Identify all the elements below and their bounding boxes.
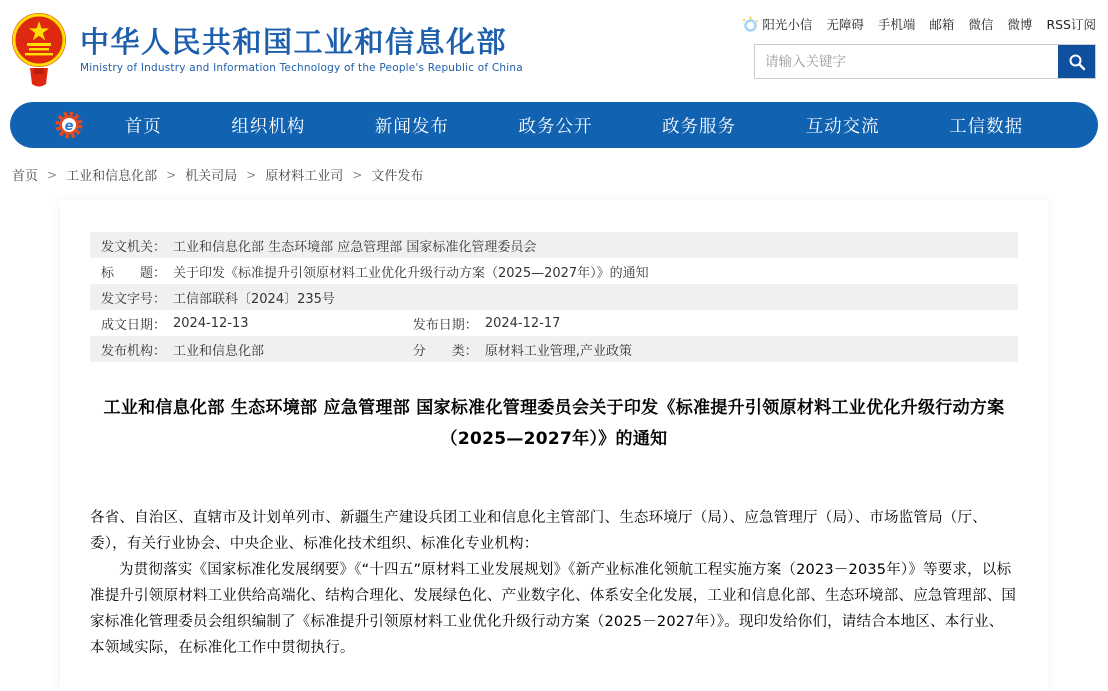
meta-row (90, 336, 1018, 362)
nav-items (90, 113, 1058, 138)
document-title: 工业和信息化部 生态环境部 应急管理部 国家标准化管理委员会关于印发《标准提升引领原材料工业优化升级行动方案（2025—2027年）》的通知 (103, 398, 1005, 449)
site-subtitle: Ministry of Industry and Information Technology of the People's Republic of China (80, 61, 523, 74)
breadcrumb-item-3[interactable]: 原材料工业司 (265, 169, 344, 184)
nav-item-6[interactable]: 工信数据 (949, 116, 1024, 137)
meta-cell (90, 262, 1018, 281)
nav-item-3[interactable]: 政务公开 (518, 116, 593, 137)
top-link-1[interactable] (826, 15, 864, 33)
meta-value: 工业和信息化部 (173, 343, 265, 359)
nav-item-2[interactable]: 新闻发布 (374, 116, 449, 137)
meta-cell (402, 314, 1018, 333)
search-button[interactable] (1058, 45, 1095, 78)
nav-item-4[interactable]: 政务服务 (662, 116, 737, 137)
meta-row (90, 284, 1018, 310)
miit-gear-logo-icon[interactable] (54, 110, 84, 140)
top-link-label: 微博 (1007, 17, 1033, 32)
meta-cell (90, 288, 1018, 307)
meta-label: 发文机关： (101, 239, 167, 255)
top-link-6[interactable] (1046, 15, 1096, 33)
meta-value: 关于印发《标准提升引领原材料工业优化升级行动方案（2025—2027年）》的通知 (173, 265, 649, 281)
top-link-label: 邮箱 (929, 17, 955, 32)
search-input[interactable] (755, 45, 1058, 78)
site-logo-block[interactable] (10, 10, 523, 88)
site-title-block (80, 25, 523, 74)
search-icon (1068, 53, 1086, 71)
nav-item-1[interactable]: 组织机构 (231, 116, 306, 137)
breadcrumb-separator: > (47, 167, 58, 182)
national-emblem-icon (10, 10, 68, 88)
breadcrumb-item-2[interactable]: 机关司局 (185, 169, 238, 184)
breadcrumb-separator: > (352, 167, 363, 182)
breadcrumb-separator: > (246, 167, 257, 182)
meta-label: 分 类： (412, 343, 478, 359)
meta-label: 发布机构： (101, 343, 167, 359)
nav-item-0[interactable]: 首页 (124, 116, 162, 137)
top-link-4[interactable] (968, 15, 993, 33)
meta-value: 工信部联科〔2024〕235号 (173, 291, 335, 307)
nav-item-5[interactable]: 互动交流 (805, 116, 880, 137)
top-link-label: RSS订阅 (1046, 17, 1096, 32)
meta-value: 2024-12-17 (484, 315, 561, 331)
site-title: 中华人民共和国工业和信息化部 (80, 24, 508, 59)
document-meta-table (90, 232, 1018, 362)
document-paragraph: 各省、自治区、直辖市及计划单列市、新疆生产建设兵团工业和信息化主管部门、生态环境厅（局）、应急管理厅（局）、市场监管局（厅、委），有关行业协会、中央企业、标准化技术组织、标准化专业机构： (90, 510, 987, 552)
meta-row (90, 258, 1018, 284)
meta-row (90, 232, 1018, 258)
breadcrumb (12, 165, 1108, 184)
top-link-label: 微信 (968, 17, 994, 32)
svg-text:e: e (64, 119, 74, 134)
search-box (754, 44, 1096, 79)
document-paragraph: 为贯彻落实《国家标准化发展纲要》《“十四五”原材料工业发展规划》《新产业标准化领航工程实施方案（2023－2035年）》等要求，以标准提升引领原材料工业供给高端化、结构合理化、发展绿色化、产业数字化、体系安全化发展，工业和信息化部、生态环境部、应急管理部、国家标准化管理委员会组织编制了《标准提升引领原材料工业优化升级行动方案（2025－2027年）》。现印发给你们，请结合本地区、本行业、本领域实际，在标准化工作中贯彻执行。 (90, 562, 1017, 656)
meta-cell (90, 236, 1018, 255)
top-link-2[interactable] (878, 15, 916, 33)
meta-label: 发文字号： (101, 291, 167, 307)
top-link-5[interactable] (1007, 15, 1032, 33)
meta-label: 发布日期： (412, 317, 478, 333)
document-body (90, 505, 1018, 661)
meta-cell (90, 314, 402, 333)
header-utilities (742, 10, 1096, 79)
meta-value: 工业和信息化部 生态环境部 应急管理部 国家标准化管理委员会 (173, 239, 537, 255)
breadcrumb-item-1[interactable]: 工业和信息化部 (66, 169, 158, 184)
meta-cell (402, 340, 1018, 359)
meta-label: 成文日期： (101, 317, 167, 333)
meta-label: 标 题： (101, 265, 167, 281)
breadcrumb-item-4[interactable]: 文件发布 (371, 169, 424, 184)
top-link-3[interactable] (929, 15, 954, 33)
top-link-label: 无障碍 (826, 17, 864, 32)
mascot-icon (742, 16, 759, 33)
document-card (60, 200, 1048, 691)
meta-cell (90, 340, 402, 359)
top-links (742, 15, 1096, 33)
top-link-label: 阳光小信 (762, 17, 813, 32)
meta-row (90, 310, 1018, 336)
breadcrumb-item-0[interactable]: 首页 (12, 169, 39, 184)
meta-value: 2024-12-13 (173, 315, 249, 331)
site-header (0, 0, 1108, 93)
breadcrumb-separator: > (166, 167, 177, 182)
meta-value: 原材料工业管理,产业政策 (484, 343, 632, 359)
main-nav (10, 102, 1098, 148)
top-link-label: 手机端 (877, 17, 916, 32)
top-link-0[interactable] (742, 15, 812, 33)
